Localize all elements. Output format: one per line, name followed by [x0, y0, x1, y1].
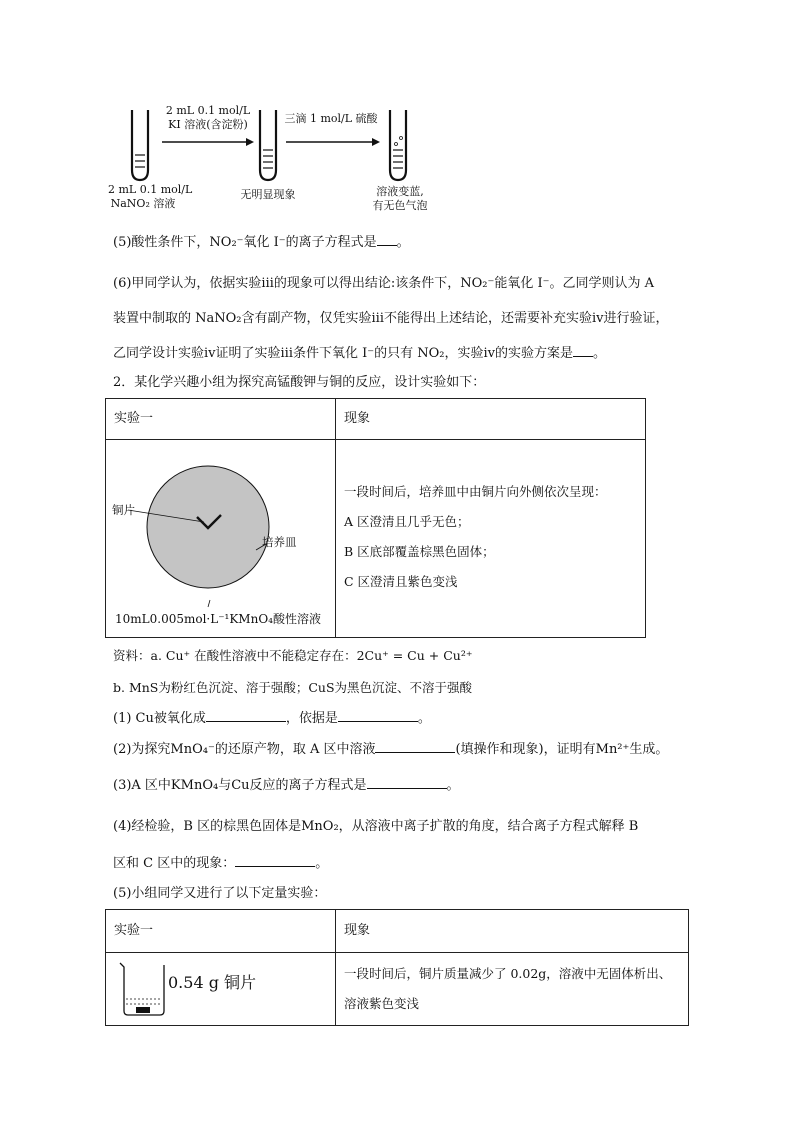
table-2-diagram-cell — [106, 953, 336, 1026]
sub-question-1: (1) Cu被氧化成 ，依据是 。 — [113, 708, 431, 729]
answer-blank[interactable] — [206, 708, 286, 722]
sub-question-4-line-2: 区和 C 区中的现象： 。 — [113, 853, 328, 874]
arrow-1-label: 2 mL 0.1 mol/L KI 溶液(含淀粉) — [165, 104, 251, 131]
observation-line: 一段时间后，培养皿中由铜片向外侧依次呈现： — [344, 484, 607, 499]
answer-blank[interactable] — [235, 853, 315, 867]
table-2-header-observation: 现象 — [336, 910, 689, 953]
table-2-header-experiment: 实验一 — [106, 910, 336, 953]
observation-line: C 区澄清且紫色变浅 — [344, 574, 458, 589]
table-1-header-observation: 现象 — [336, 399, 646, 440]
dish-label: 培养皿 — [262, 535, 297, 549]
observation-line: 溶液紫色变浅 — [344, 996, 420, 1011]
test-tube-3-icon — [390, 110, 406, 180]
table-1-observation-cell — [336, 440, 646, 638]
answer-blank[interactable] — [375, 739, 455, 753]
sub-question-3: (3)A 区中KMnO₄与Cu反应的离子方程式是 。 — [113, 775, 460, 796]
sub-question-2: (2)为探究MnO₄⁻的还原产物，取 A 区中溶液 (填操作和现象)，证明有Mn²⁺生成。 — [113, 739, 668, 760]
question-6-line-2: 装置中制取的 NaNO₂含有副产物，仅凭实验ⅲ不能得出上述结论，还需要补充实验ⅳ进行验证， — [113, 311, 669, 326]
observation-line: 一段时间后，铜片质量减少了 0.02g，溶液中无固体析出、 — [344, 966, 672, 981]
sub-question-4-line-1: (4)经检验，B 区的棕黑色固体是MnO₂，从溶液中离子扩散的角度，结合离子方程式解释 B — [113, 819, 639, 834]
question-6-line-3: 乙同学设计实验ⅳ证明了实验ⅲ条件下氧化 I⁻的只有 NO₂，实验ⅳ的实验方案是 。 — [113, 343, 606, 364]
copper-strip-icon — [136, 1007, 150, 1013]
table-2-observation-cell — [336, 953, 689, 1026]
answer-blank[interactable] — [367, 775, 447, 789]
answer-blank[interactable] — [338, 708, 418, 722]
beaker-icon — [106, 953, 176, 1025]
table-1-header-experiment: 实验一 — [106, 399, 336, 440]
answer-blank[interactable] — [573, 343, 593, 357]
sub-question-5: (5)小组同学又进行了以下定量实验： — [113, 886, 327, 901]
question-5: (5)酸性条件下，NO₂⁻氧化 I⁻的离子方程式是 。 — [113, 232, 410, 253]
problem-2-title: 2．某化学兴趣小组为探究高锰酸钾与铜的反应，设计实验如下： — [113, 375, 486, 390]
tube-1-label: 2 mL 0.1 mol/L NaNO₂ 溶液 — [108, 183, 193, 210]
experiment-table-2 — [105, 909, 689, 1026]
test-tube-1-icon — [132, 110, 148, 180]
question-6-line-1: (6)甲同学认为，依据实验ⅲ的现象可以得出结论:该条件下，NO₂⁻能氧化 I⁻。乙同学则认为 A — [113, 276, 655, 291]
table-1-diagram-cell — [106, 440, 336, 638]
arrow-1-icon — [162, 138, 254, 146]
copper-label: 铜片 — [112, 503, 135, 517]
tube-2-label: 无明显现象 — [240, 188, 296, 201]
solution-label: 10mL0.005mol·L⁻¹KMnO₄酸性溶液 — [115, 612, 321, 626]
observation-line: B 区底部覆盖棕黑色固体； — [344, 544, 495, 559]
info-b: b. MnS为粉红色沉淀、溶于强酸；CuS为黑色沉淀、不溶于强酸 — [113, 680, 473, 695]
reaction-diagram — [100, 100, 460, 220]
observation-line: A 区澄清且几乎无色； — [344, 514, 470, 529]
arrow-2-label: 三滴 1 mol/L 硫酸 — [284, 112, 378, 125]
info-a: 资料：a. Cu⁺ 在酸性溶液中不能稳定存在：2Cu⁺ = Cu + Cu²⁺ — [113, 648, 473, 663]
experiment-table-1 — [105, 398, 646, 638]
arrow-2-icon — [286, 138, 380, 146]
test-tube-2-icon — [260, 110, 276, 180]
tube-3-label: 溶液变蓝, 有无色气泡 — [372, 185, 428, 212]
beaker-label: 0.54 g 铜片 — [168, 973, 257, 992]
answer-blank[interactable] — [377, 232, 397, 246]
